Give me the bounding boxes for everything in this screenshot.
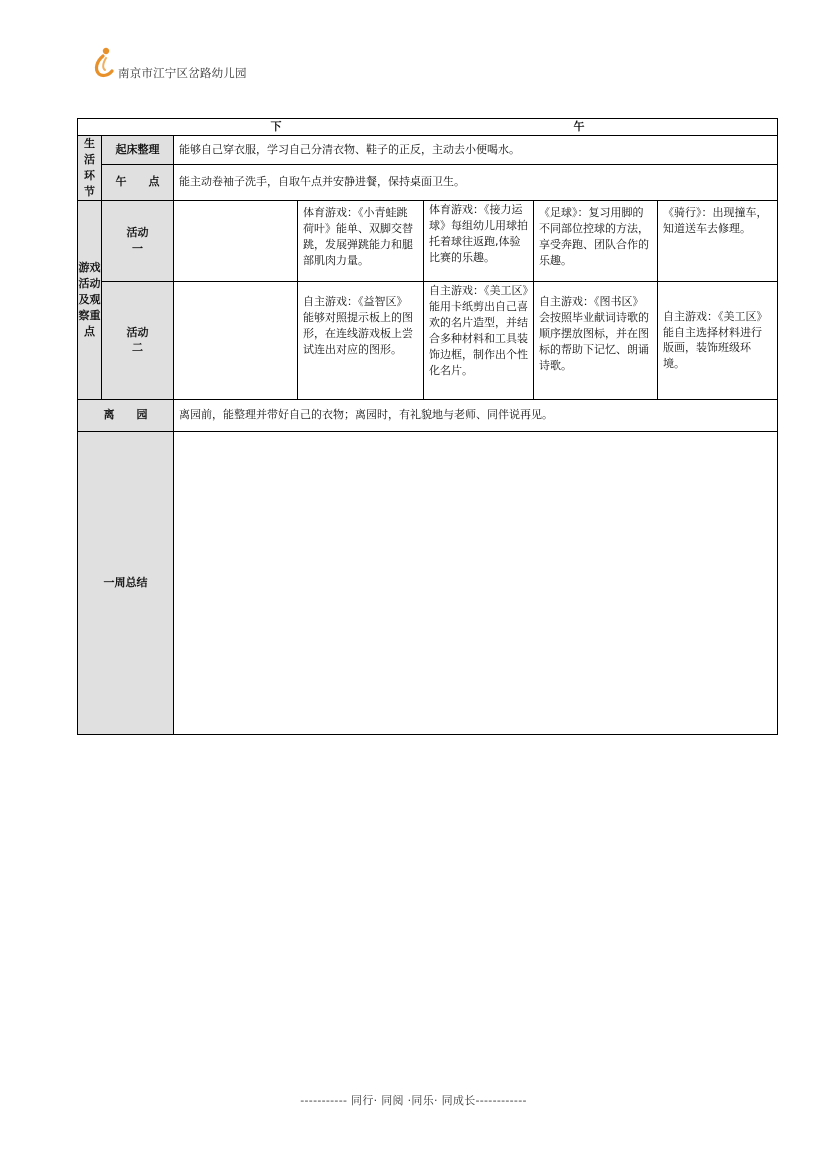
games-label-line: 察重 [78,308,101,322]
activity-two-cell: 自主游戏：《美工区》能自主选择材料进行版画，装饰班级环境。 [658,281,778,399]
activity-one-label-line: 活动 [126,226,149,239]
games-label-line: 游戏 [78,261,101,275]
games-label-line: 活动 [78,277,101,291]
activity-two-cell: 自主游戏：《美工区》能用卡纸剪出自己喜欢的名片造型，并结合多种材料和工具装饰边框，制作出个性化名片。 [424,281,534,399]
activity-two-label-line: 活动 [126,325,149,339]
row-content-wakeup: 能够自己穿衣服，学习自己分清衣物、鞋子的正反，主动去小便喝水。 [174,135,778,164]
section-title: 下 午 [78,119,778,136]
life-label-char: 节 [84,184,95,198]
activity-two-label [102,281,174,399]
school-logo-icon [90,45,120,79]
activity-one-cell: 体育游戏：《小青蛙跳荷叶》能单、双脚交替跳，发展弹跳能力和腿部肌肉力量。 [298,200,424,281]
footer-slogan: ----------- 同行· 同阅 ·同乐· 同成长------------ [300,1094,527,1107]
life-group-label [78,135,102,200]
activity-one-cell: 《骑行》：出现撞车，知道送车去修理。 [658,200,778,281]
life-label-char: 环 [84,168,95,182]
life-label-char: 活 [84,153,95,166]
leave-content: 离园前，能整理并带好自己的衣物；离园时，有礼貌地与老师、同伴说再见。 [174,399,778,431]
activity-one-cell [174,200,298,281]
page-header [90,45,390,81]
games-label-line: 点 [84,324,95,338]
activity-one-cell: 体育游戏：《接力运球》每组幼儿用球拍托着球往返跑,体验比赛的乐趣。 [424,200,534,281]
afternoon-plan-table [77,118,778,735]
games-group-label [78,200,102,399]
row-content-snack: 能主动卷袖子洗手，自取午点并安静进餐，保持桌面卫生。 [174,164,778,200]
life-label-char: 生 [84,137,95,151]
row-label-wakeup: 起床整理 [102,135,174,164]
weekly-summary-label: 一周总结 [78,431,174,734]
activity-two-cell: 自主游戏：《益智区》能够对照提示板上的图形，在连线游戏板上尝试连出对应的图形。 [298,281,424,399]
activity-one-label [102,200,174,281]
activity-one-label-line: 一 [132,241,143,255]
activity-one-cell: 《足球》：复习用脚的不同部位控球的方法，享受奔跑、团队合作的乐趣。 [534,200,658,281]
activity-two-cell [174,281,298,399]
activity-two-cell: 自主游戏：《图书区》会按照毕业献词诗歌的顺序摆放图标，并在图标的帮助下记忆、朗诵诗歌。 [534,281,658,399]
games-label-line: 及观 [78,292,101,306]
row-label-snack: 午 点 [102,164,174,200]
leave-label: 离 园 [78,399,174,431]
school-name: 南京市江宁区岔路幼儿园 [118,66,247,80]
activity-two-label-line: 二 [132,341,143,355]
weekly-summary-content[interactable] [174,431,778,734]
